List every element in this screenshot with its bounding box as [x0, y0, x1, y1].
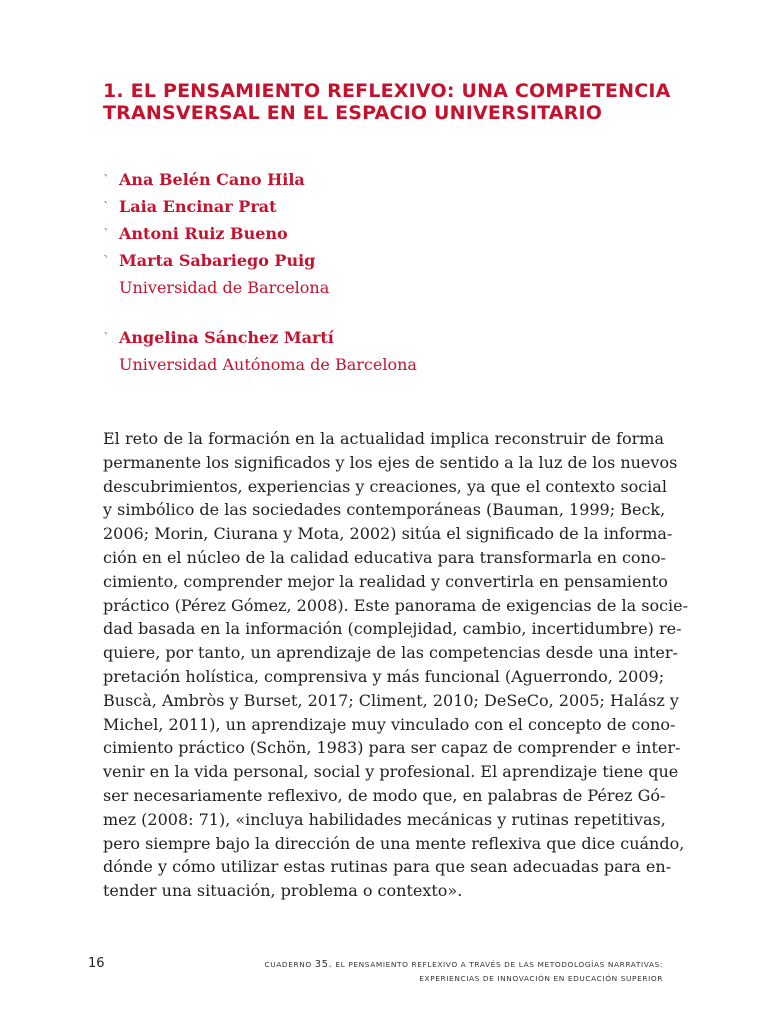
- paragraph-line: venir en la vida personal, social y profesional. El aprendizaje tiene que: [103, 762, 679, 782]
- running-footer-line-1: [264, 958, 663, 972]
- author-affiliation: Universidad de Barcelona: [119, 278, 330, 297]
- chapter-title-line-2: TRANSVERSAL EN EL ESPACIO UNIVERSITARIO: [103, 102, 603, 124]
- paragraph-line: pero siempre bajo la dirección de una mente reflexiva que dice cuándo,: [103, 833, 685, 853]
- paragraph-line: 2006; Morin, Ciurana y Mota, 2002) sitúa el significado de la informa-: [103, 524, 673, 544]
- page-number: 16: [88, 956, 105, 971]
- series-number: 35.: [314, 959, 333, 970]
- author-item: [103, 221, 663, 248]
- author-name: Ana Belén Cano Hila: [119, 170, 305, 189]
- paragraph-line: El reto de la formación en la actualidad implica reconstruir de forma: [103, 429, 664, 448]
- paragraph-line: tender una situación, problema o contexto».: [103, 881, 463, 901]
- series-label: CUADERNO: [264, 960, 312, 969]
- paragraph-line: dónde y cómo utilizar estas rutinas para que sean adecuadas para en-: [103, 857, 672, 877]
- paragraph-line: Michel, 2011), un aprendizaje muy vinculado con el concepto de cono-: [103, 714, 676, 734]
- author-name: Antoni Ruiz Bueno: [119, 224, 288, 243]
- author-item: [103, 167, 663, 194]
- paragraph-line: cimiento, comprender mejor la realidad y convertirla en pensamiento: [103, 571, 668, 591]
- author-list: [103, 167, 663, 377]
- author-affiliation: Universidad Autónoma de Barcelona: [119, 355, 417, 374]
- paragraph-line: mez (2008: 71), «incluya habilidades mecánicas y rutinas repetitivas,: [103, 809, 666, 829]
- author-item: [103, 325, 663, 352]
- author-item: [103, 194, 663, 221]
- paragraph-line: ser necesariamente reflexivo, de modo que, en palabras de Pérez Gó-: [103, 785, 666, 805]
- paragraph-line: permanente los significados y los ejes de sentido a la luz de los nuevos: [103, 452, 678, 472]
- paragraph-line: quiere, por tanto, un aprendizaje de las competencias desde una inter-: [103, 643, 678, 663]
- body-paragraph: [103, 427, 689, 903]
- bullet-mark: `: [103, 254, 110, 270]
- series-title: EL PENSAMIENTO REFLEXIVO A TRAVÉS DE LAS METODOLOGÍAS NARRATIVAS:: [335, 960, 663, 969]
- bullet-mark: `: [103, 227, 110, 243]
- author-item: [103, 248, 663, 275]
- running-footer: [264, 958, 663, 986]
- running-footer-line-2: EXPERIENCIAS DE INNOVACIÓN EN EDUCACIÓN SUPERIOR: [419, 974, 663, 983]
- paragraph-line: y simbólico de las sociedades contemporáneas (Bauman, 1999; Beck,: [103, 500, 666, 520]
- paragraph-line: descubrimientos, experiencias y creaciones, ya que el contexto social: [103, 476, 667, 496]
- author-name: Marta Sabariego Puig: [119, 251, 316, 270]
- paragraph-line: pretación holística, comprensiva y más funcional (Aguerrondo, 2009;: [103, 666, 665, 686]
- chapter-title: [103, 80, 671, 124]
- spacer: [103, 300, 663, 325]
- chapter-title-line-1: 1. EL PENSAMIENTO REFLEXIVO: UNA COMPETENCIA: [103, 80, 671, 102]
- paragraph-line: práctico (Pérez Gómez, 2008). Este panorama de exigencias de la socie-: [103, 595, 689, 615]
- paragraph-line: dad basada en la información (complejidad, cambio, incertidumbre) re-: [103, 619, 682, 639]
- bullet-mark: `: [103, 331, 110, 347]
- bullet-mark: `: [103, 173, 110, 189]
- author-name: Angelina Sánchez Martí: [119, 328, 334, 347]
- paragraph-line: cimiento práctico (Schön, 1983) para ser capaz de comprender e inter-: [103, 738, 681, 758]
- paragraph-line: Buscà, Ambròs y Burset, 2017; Climent, 2010; DeSeCo, 2005; Halász y: [103, 690, 679, 710]
- author-name: Laia Encinar Prat: [119, 197, 277, 216]
- paragraph-line: ción en el núcleo de la calidad educativa para transformarla en cono-: [103, 547, 666, 567]
- bullet-mark: `: [103, 200, 110, 216]
